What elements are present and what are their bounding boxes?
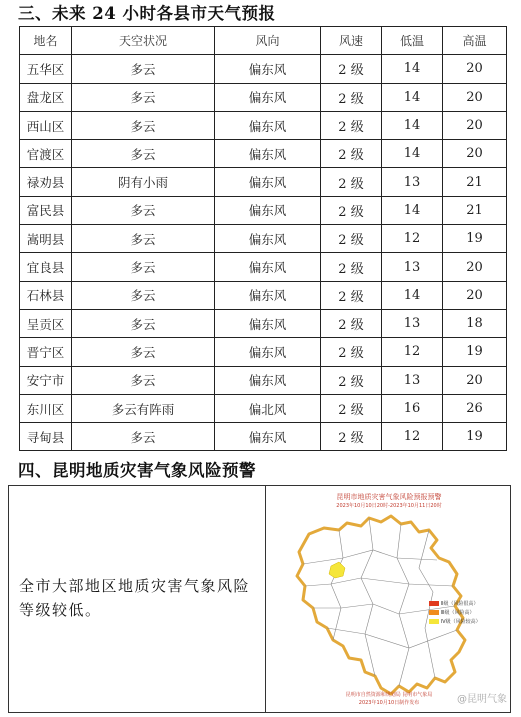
table-header-row [20, 27, 507, 55]
cell-place: 宜良县 [20, 253, 72, 281]
table-row [20, 83, 507, 111]
cell-sky: 多云 [72, 196, 215, 224]
cell-place: 呈贡区 [20, 309, 72, 337]
cell-wind-speed: 2 级 [321, 253, 382, 281]
cell-wind-speed: 2 级 [321, 111, 382, 139]
cell-sky: 多云 [72, 309, 215, 337]
cell-low-temp: 14 [382, 83, 443, 111]
cell-low-temp: 13 [382, 366, 443, 394]
cell-place: 晋宁区 [20, 338, 72, 366]
cell-high-temp: 26 [443, 394, 507, 422]
cell-place: 官渡区 [20, 140, 72, 168]
cell-place: 富民县 [20, 196, 72, 224]
cell-sky: 多云 [72, 111, 215, 139]
cell-sky: 阴有小雨 [72, 168, 215, 196]
cell-high-temp: 20 [443, 55, 507, 83]
cell-wind-direction: 偏东风 [215, 225, 321, 253]
cell-place: 寻甸县 [20, 423, 72, 451]
cell-sky: 多云 [72, 281, 215, 309]
cell-place: 安宁市 [20, 366, 72, 394]
cell-high-temp: 20 [443, 83, 507, 111]
legend-label: Ⅳ级（风险较高） [441, 619, 481, 625]
cell-wind-direction: 偏东风 [215, 55, 321, 83]
cell-high-temp: 21 [443, 168, 507, 196]
geo-hazard-warning-box [8, 485, 511, 713]
cell-wind-speed: 2 级 [321, 225, 382, 253]
cell-place: 禄劝县 [20, 168, 72, 196]
cell-place: 石林县 [20, 281, 72, 309]
cell-wind-speed: 2 级 [321, 338, 382, 366]
table-row [20, 423, 507, 451]
table-row [20, 394, 507, 422]
cell-sky: 多云有阵雨 [72, 394, 215, 422]
cell-sky: 多云 [72, 366, 215, 394]
risk-map [269, 488, 509, 710]
cell-low-temp: 13 [382, 253, 443, 281]
cell-high-temp: 20 [443, 281, 507, 309]
cell-sky: 多云 [72, 253, 215, 281]
cell-wind-speed: 2 级 [321, 83, 382, 111]
cell-wind-direction: 偏东风 [215, 281, 321, 309]
header-place: 地名 [20, 27, 72, 55]
cell-wind-direction: 偏东风 [215, 140, 321, 168]
cell-high-temp: 20 [443, 140, 507, 168]
cell-low-temp: 13 [382, 168, 443, 196]
cell-high-temp: 20 [443, 366, 507, 394]
box-divider [265, 486, 266, 712]
legend-item [429, 609, 481, 616]
county-weather-table [19, 26, 507, 451]
cell-sky: 多云 [72, 140, 215, 168]
cell-wind-speed: 2 级 [321, 168, 382, 196]
cell-wind-speed: 2 级 [321, 394, 382, 422]
cell-wind-direction: 偏东风 [215, 83, 321, 111]
table-row [20, 338, 507, 366]
header-wind-speed: 风速 [321, 27, 382, 55]
cell-wind-direction: 偏东风 [215, 253, 321, 281]
cell-sky: 多云 [72, 338, 215, 366]
cell-wind-speed: 2 级 [321, 196, 382, 224]
cell-wind-direction: 偏北风 [215, 394, 321, 422]
table-row [20, 196, 507, 224]
table-row [20, 253, 507, 281]
cell-low-temp: 13 [382, 309, 443, 337]
cell-low-temp: 16 [382, 394, 443, 422]
table-row [20, 140, 507, 168]
map-legend [429, 600, 481, 627]
cell-low-temp: 12 [382, 338, 443, 366]
table-row [20, 225, 507, 253]
cell-low-temp: 14 [382, 196, 443, 224]
cell-wind-direction: 偏东风 [215, 423, 321, 451]
cell-wind-speed: 2 级 [321, 281, 382, 309]
cell-wind-direction: 偏东风 [215, 309, 321, 337]
cell-low-temp: 12 [382, 225, 443, 253]
map-issuer: 昆明市自然资源和规划局 昆明市气象局 [345, 692, 433, 698]
cell-place: 盘龙区 [20, 83, 72, 111]
cell-wind-speed: 2 级 [321, 140, 382, 168]
cell-low-temp: 14 [382, 55, 443, 83]
cell-high-temp: 20 [443, 253, 507, 281]
cell-place: 东川区 [20, 394, 72, 422]
section-4-title: 四、昆明地质灾害气象风险预警 [18, 461, 256, 480]
section-3-title: 三、未来 24 小时各县市天气预报 [18, 4, 276, 23]
cell-high-temp: 18 [443, 309, 507, 337]
cell-low-temp: 12 [382, 423, 443, 451]
cell-wind-speed: 2 级 [321, 309, 382, 337]
cell-high-temp: 21 [443, 196, 507, 224]
cell-place: 五华区 [20, 55, 72, 83]
header-wind-direction: 风向 [215, 27, 321, 55]
cell-wind-direction: 偏东风 [215, 366, 321, 394]
header-low-temp: 低温 [382, 27, 443, 55]
cell-sky: 多云 [72, 55, 215, 83]
legend-label: Ⅲ级（风险高） [441, 610, 475, 616]
cell-wind-direction: 偏东风 [215, 111, 321, 139]
kunming-region-map [269, 488, 509, 710]
cell-place: 西山区 [20, 111, 72, 139]
cell-wind-direction: 偏东风 [215, 338, 321, 366]
cell-wind-speed: 2 级 [321, 423, 382, 451]
cell-wind-speed: 2 级 [321, 55, 382, 83]
warning-text: 全市大部地区地质灾害气象风险等级较低。 [19, 577, 251, 619]
legend-item [429, 618, 481, 625]
cell-sky: 多云 [72, 225, 215, 253]
cell-low-temp: 14 [382, 140, 443, 168]
cell-sky: 多云 [72, 83, 215, 111]
table-row [20, 168, 507, 196]
cell-high-temp: 19 [443, 338, 507, 366]
legend-swatch [429, 610, 439, 615]
cell-place: 嵩明县 [20, 225, 72, 253]
table-row [20, 111, 507, 139]
cell-high-temp: 20 [443, 111, 507, 139]
cell-sky: 多云 [72, 423, 215, 451]
cell-wind-speed: 2 级 [321, 366, 382, 394]
highlight-zone [329, 562, 345, 578]
header-sky: 天空状况 [72, 27, 215, 55]
legend-label: Ⅱ级（风险很高） [441, 601, 479, 607]
cell-wind-direction: 偏东风 [215, 196, 321, 224]
cell-low-temp: 14 [382, 281, 443, 309]
table-row [20, 281, 507, 309]
cell-wind-direction: 偏东风 [215, 168, 321, 196]
legend-swatch [429, 601, 439, 606]
map-title: 昆明市地质灾害气象风险预报预警 [336, 493, 442, 501]
map-issue-date: 2023年10月10日制作发布 [358, 700, 420, 706]
legend-item [429, 600, 481, 607]
map-subtitle: 2023年10月10日20时-2023年10月11日20时 [336, 503, 442, 509]
cell-low-temp: 14 [382, 111, 443, 139]
legend-swatch [429, 619, 439, 624]
table-row [20, 366, 507, 394]
table-row [20, 55, 507, 83]
cell-high-temp: 19 [443, 225, 507, 253]
weibo-watermark: @昆明气象 [457, 694, 507, 705]
header-high-temp: 高温 [443, 27, 507, 55]
cell-high-temp: 19 [443, 423, 507, 451]
table-row [20, 309, 507, 337]
